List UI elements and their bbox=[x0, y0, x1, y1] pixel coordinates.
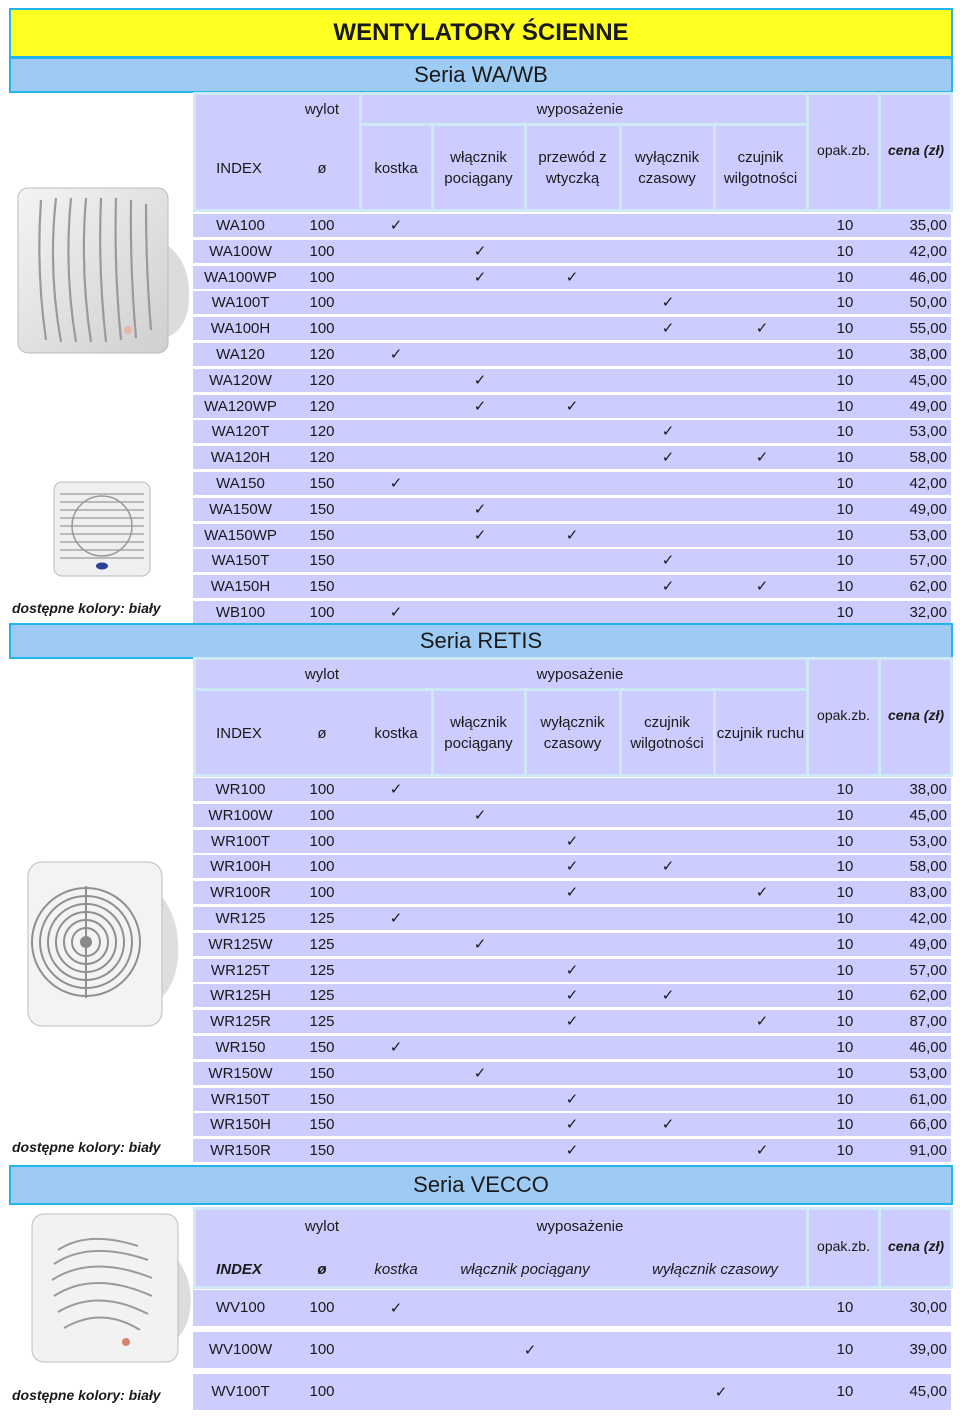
cell-price: 49,00 bbox=[909, 500, 947, 518]
cell-index: WR150W bbox=[208, 1064, 273, 1082]
cell-index: WA100T bbox=[211, 294, 270, 312]
col-wlacznik: włącznik pociągany bbox=[460, 1260, 590, 1278]
table-row bbox=[193, 498, 951, 521]
cell-opak: 10 bbox=[836, 1116, 854, 1134]
cell-diameter: 100 bbox=[309, 242, 335, 260]
check-mark-icon: ✓ bbox=[661, 1115, 675, 1134]
cell-index: WA150T bbox=[211, 552, 270, 570]
cell-price: 30,00 bbox=[909, 1299, 947, 1316]
check-mark-icon: ✓ bbox=[661, 551, 675, 570]
cell-index: WR100 bbox=[215, 781, 266, 798]
cell-opak: 10 bbox=[836, 1341, 854, 1358]
cell-price: 45,00 bbox=[909, 806, 947, 824]
cell-opak: 10 bbox=[836, 294, 854, 312]
col-opak: opak.zb. bbox=[817, 1238, 870, 1255]
table-row bbox=[193, 317, 951, 340]
col-wylot: wylot bbox=[304, 100, 340, 118]
table-row bbox=[193, 881, 951, 904]
col-cena: cena (zł) bbox=[887, 142, 944, 159]
cell-price: 50,00 bbox=[909, 294, 947, 312]
cell-index: WR125T bbox=[210, 961, 271, 979]
cell-price: 58,00 bbox=[909, 858, 947, 876]
cell-diameter: 150 bbox=[309, 1090, 335, 1108]
cell-opak: 10 bbox=[836, 1039, 854, 1056]
cell-price: 57,00 bbox=[909, 552, 947, 570]
check-mark-icon: ✓ bbox=[755, 883, 769, 902]
cell-index: WA120T bbox=[211, 423, 270, 441]
check-mark-icon: ✓ bbox=[473, 1063, 487, 1082]
table-row bbox=[193, 240, 951, 263]
cell-diameter: 100 bbox=[309, 858, 335, 876]
col-wylacznik: wyłącznik czasowy bbox=[540, 714, 605, 752]
check-mark-icon: ✓ bbox=[473, 267, 487, 286]
cell-opak: 10 bbox=[836, 552, 854, 570]
table-row bbox=[193, 830, 951, 853]
cell-opak: 10 bbox=[836, 346, 854, 363]
check-mark-icon: ✓ bbox=[565, 267, 579, 286]
cell-index: WR125R bbox=[210, 1013, 271, 1031]
check-mark-icon: ✓ bbox=[473, 370, 487, 389]
col-wylacznik: wyłącznik czasowy bbox=[652, 1260, 778, 1278]
cell-diameter: 150 bbox=[309, 500, 335, 518]
cell-diameter: 125 bbox=[309, 961, 335, 979]
cell-opak: 10 bbox=[836, 423, 854, 441]
check-mark-icon: ✓ bbox=[755, 1012, 769, 1031]
col-diameter: ø bbox=[317, 159, 327, 177]
col-kostka: kostka bbox=[374, 159, 418, 177]
check-mark-icon: ✓ bbox=[714, 1383, 728, 1401]
cell-diameter: 120 bbox=[309, 449, 335, 467]
cell-opak: 10 bbox=[836, 910, 854, 927]
cell-index: WA150 bbox=[216, 475, 265, 492]
col-opak: opak.zb. bbox=[817, 142, 870, 159]
cell-opak: 10 bbox=[836, 320, 854, 338]
cell-index: WA100 bbox=[216, 217, 265, 234]
table-row bbox=[193, 214, 951, 237]
check-mark-icon: ✓ bbox=[565, 1141, 579, 1160]
cell-price: 62,00 bbox=[909, 987, 947, 1005]
cell-index: WR150T bbox=[210, 1090, 271, 1108]
cell-diameter: 150 bbox=[309, 1064, 335, 1082]
cell-diameter: 150 bbox=[309, 526, 335, 544]
cell-opak: 10 bbox=[836, 500, 854, 518]
cell-index: WR150H bbox=[210, 1116, 271, 1134]
col-diameter: ø bbox=[317, 724, 327, 742]
cell-diameter: 100 bbox=[309, 832, 335, 850]
check-mark-icon: ✓ bbox=[565, 1089, 579, 1108]
check-mark-icon: ✓ bbox=[565, 831, 579, 850]
check-mark-icon: ✓ bbox=[565, 883, 579, 902]
cell-diameter: 150 bbox=[309, 552, 335, 570]
check-mark-icon: ✓ bbox=[389, 909, 403, 927]
table-row bbox=[193, 446, 951, 469]
cell-opak: 10 bbox=[836, 526, 854, 544]
cell-price: 46,00 bbox=[909, 1039, 947, 1056]
check-mark-icon: ✓ bbox=[755, 1141, 769, 1160]
table-row bbox=[193, 369, 951, 392]
check-mark-icon: ✓ bbox=[389, 1038, 403, 1056]
col-diameter: ø bbox=[317, 1260, 327, 1278]
check-mark-icon: ✓ bbox=[565, 1115, 579, 1134]
cell-index: WV100 bbox=[215, 1299, 266, 1316]
cell-index: WA120WP bbox=[204, 397, 277, 415]
cell-diameter: 150 bbox=[309, 475, 335, 492]
cell-price: 53,00 bbox=[909, 423, 947, 441]
cell-opak: 10 bbox=[836, 1383, 854, 1400]
col-wylot: wylot bbox=[304, 665, 340, 683]
table-row bbox=[193, 1332, 951, 1368]
check-mark-icon: ✓ bbox=[389, 345, 403, 363]
cell-index: WA150WP bbox=[204, 526, 277, 544]
series-title-vecco: Seria VECCO bbox=[9, 1165, 953, 1205]
table-row bbox=[193, 804, 951, 827]
cell-diameter: 120 bbox=[309, 397, 335, 415]
table-row bbox=[193, 1290, 951, 1326]
col-wylacznik: wyłącznik czasowy bbox=[634, 149, 700, 187]
cell-price: 91,00 bbox=[909, 1142, 947, 1160]
check-mark-icon: ✓ bbox=[565, 1012, 579, 1031]
col-wlacznik: włącznik pociągany bbox=[444, 149, 513, 187]
check-mark-icon: ✓ bbox=[523, 1341, 537, 1359]
col-kostka: kostka bbox=[374, 1260, 418, 1278]
cell-index: WR100T bbox=[210, 832, 271, 850]
cell-diameter: 100 bbox=[309, 1299, 335, 1316]
check-mark-icon: ✓ bbox=[661, 319, 675, 338]
cell-diameter: 150 bbox=[309, 1039, 335, 1056]
cell-opak: 10 bbox=[836, 884, 854, 902]
check-mark-icon: ✓ bbox=[473, 396, 487, 415]
cell-diameter: 100 bbox=[309, 1341, 335, 1358]
cell-index: WR100W bbox=[208, 806, 273, 824]
table-row bbox=[193, 1374, 951, 1410]
check-mark-icon: ✓ bbox=[755, 319, 769, 338]
check-mark-icon: ✓ bbox=[755, 448, 769, 467]
cell-price: 39,00 bbox=[909, 1341, 947, 1358]
table-row bbox=[193, 1010, 951, 1033]
fan-wa-image bbox=[6, 180, 190, 360]
col-czujnik-wilg: czujnik wilgotności bbox=[630, 714, 704, 752]
check-mark-icon: ✓ bbox=[661, 448, 675, 467]
cell-index: WV100T bbox=[211, 1383, 270, 1400]
cell-price: 32,00 bbox=[909, 604, 947, 621]
table-row bbox=[193, 601, 951, 624]
cell-index: WB100 bbox=[215, 604, 266, 621]
cell-opak: 10 bbox=[836, 449, 854, 467]
check-mark-icon: ✓ bbox=[565, 857, 579, 876]
cell-opak: 10 bbox=[836, 935, 854, 953]
table-row bbox=[193, 575, 951, 598]
check-mark-icon: ✓ bbox=[755, 577, 769, 596]
cell-diameter: 100 bbox=[309, 320, 335, 338]
table-row bbox=[193, 524, 951, 547]
cell-index: WR100R bbox=[210, 884, 271, 902]
cell-diameter: 100 bbox=[309, 217, 335, 234]
cell-index: WA120 bbox=[216, 346, 265, 363]
cell-price: 46,00 bbox=[909, 268, 947, 286]
col-wylot: wylot bbox=[304, 1217, 340, 1235]
cell-opak: 10 bbox=[836, 858, 854, 876]
cell-opak: 10 bbox=[836, 806, 854, 824]
cell-price: 55,00 bbox=[909, 320, 947, 338]
cell-index: WA100WP bbox=[204, 268, 277, 286]
cell-diameter: 120 bbox=[309, 346, 335, 363]
col-cena: cena (zł) bbox=[887, 707, 944, 724]
table-row bbox=[193, 933, 951, 956]
check-mark-icon: ✓ bbox=[565, 960, 579, 979]
cell-diameter: 150 bbox=[309, 578, 335, 596]
check-mark-icon: ✓ bbox=[565, 986, 579, 1005]
col-index: INDEX bbox=[216, 724, 262, 742]
cell-index: WR100H bbox=[210, 858, 271, 876]
table-row bbox=[193, 549, 951, 572]
cell-opak: 10 bbox=[836, 371, 854, 389]
table-row bbox=[193, 1139, 951, 1162]
check-mark-icon: ✓ bbox=[389, 216, 403, 234]
check-mark-icon: ✓ bbox=[661, 857, 675, 876]
cell-price: 49,00 bbox=[909, 397, 947, 415]
table-row bbox=[193, 266, 951, 289]
col-index: INDEX bbox=[216, 159, 262, 177]
cell-index: WV100W bbox=[208, 1341, 273, 1358]
series-title-wa: Seria WA/WB bbox=[9, 57, 953, 93]
col-czujnik-wilg: czujnik wilgotności bbox=[723, 149, 798, 187]
cell-price: 61,00 bbox=[909, 1090, 947, 1108]
col-wyposazenie: wyposażenie bbox=[536, 100, 624, 118]
cell-price: 53,00 bbox=[909, 832, 947, 850]
cell-opak: 10 bbox=[836, 1013, 854, 1031]
cell-price: 42,00 bbox=[909, 910, 947, 927]
cell-opak: 10 bbox=[836, 578, 854, 596]
cell-diameter: 100 bbox=[309, 604, 335, 621]
cell-price: 66,00 bbox=[909, 1116, 947, 1134]
cell-opak: 10 bbox=[836, 1299, 854, 1316]
check-mark-icon: ✓ bbox=[389, 780, 403, 798]
series-title-retis: Seria RETIS bbox=[9, 623, 953, 659]
check-mark-icon: ✓ bbox=[661, 577, 675, 596]
cell-price: 45,00 bbox=[909, 1383, 947, 1400]
check-mark-icon: ✓ bbox=[661, 293, 675, 312]
cell-opak: 10 bbox=[836, 832, 854, 850]
page-title: WENTYLATORY ŚCIENNE bbox=[9, 8, 953, 58]
cell-diameter: 100 bbox=[309, 781, 335, 798]
cell-price: 83,00 bbox=[909, 884, 947, 902]
cell-opak: 10 bbox=[836, 475, 854, 492]
cell-price: 42,00 bbox=[909, 475, 947, 492]
cell-price: 42,00 bbox=[909, 242, 947, 260]
col-wlacznik: włącznik pociągany bbox=[444, 714, 513, 752]
check-mark-icon: ✓ bbox=[389, 474, 403, 492]
col-wyposazenie: wyposażenie bbox=[536, 665, 624, 683]
check-mark-icon: ✓ bbox=[565, 525, 579, 544]
cell-diameter: 125 bbox=[309, 987, 335, 1005]
cell-index: WR150R bbox=[210, 1142, 271, 1160]
cell-price: 53,00 bbox=[909, 526, 947, 544]
table-row bbox=[193, 472, 951, 495]
table-row bbox=[193, 343, 951, 366]
table-row bbox=[193, 855, 951, 878]
cell-opak: 10 bbox=[836, 242, 854, 260]
cell-index: WR125 bbox=[215, 910, 266, 927]
table-row bbox=[193, 291, 951, 314]
cell-diameter: 120 bbox=[309, 423, 335, 441]
table-row bbox=[193, 959, 951, 982]
cell-index: WA150W bbox=[209, 500, 272, 518]
table-row bbox=[193, 1088, 951, 1111]
cell-index: WA100H bbox=[210, 320, 271, 338]
cell-diameter: 150 bbox=[309, 1142, 335, 1160]
cell-diameter: 100 bbox=[309, 884, 335, 902]
cell-opak: 10 bbox=[836, 987, 854, 1005]
col-wyposazenie: wyposażenie bbox=[536, 1217, 624, 1235]
check-mark-icon: ✓ bbox=[473, 499, 487, 518]
cell-price: 57,00 bbox=[909, 961, 947, 979]
cell-opak: 10 bbox=[836, 961, 854, 979]
cell-index: WA120W bbox=[209, 371, 272, 389]
table-row bbox=[193, 778, 951, 801]
available-colors-retis: dostępne kolory: biały bbox=[12, 1139, 161, 1155]
check-mark-icon: ✓ bbox=[389, 1299, 403, 1317]
cell-index: WA120H bbox=[210, 449, 271, 467]
cell-opak: 10 bbox=[836, 781, 854, 798]
cell-price: 38,00 bbox=[909, 346, 947, 363]
cell-diameter: 125 bbox=[309, 935, 335, 953]
cell-index: WA150H bbox=[210, 578, 271, 596]
col-kostka: kostka bbox=[374, 724, 418, 742]
table-row bbox=[193, 1113, 951, 1136]
available-colors-wa: dostępne kolory: biały bbox=[12, 600, 161, 616]
check-mark-icon: ✓ bbox=[473, 525, 487, 544]
check-mark-icon: ✓ bbox=[473, 934, 487, 953]
table-row bbox=[193, 395, 951, 418]
available-colors-vecco: dostępne kolory: biały bbox=[12, 1387, 161, 1403]
cell-opak: 10 bbox=[836, 397, 854, 415]
cell-price: 38,00 bbox=[909, 781, 947, 798]
cell-index: WA100W bbox=[209, 242, 272, 260]
check-mark-icon: ✓ bbox=[473, 805, 487, 824]
fan-wb-image bbox=[52, 480, 152, 580]
cell-price: 49,00 bbox=[909, 935, 947, 953]
check-mark-icon: ✓ bbox=[389, 603, 403, 621]
cell-opak: 10 bbox=[836, 1142, 854, 1160]
cell-price: 35,00 bbox=[909, 217, 947, 234]
cell-price: 62,00 bbox=[909, 578, 947, 596]
cell-opak: 10 bbox=[836, 268, 854, 286]
cell-diameter: 100 bbox=[309, 268, 335, 286]
cell-opak: 10 bbox=[836, 604, 854, 621]
cell-diameter: 125 bbox=[309, 1013, 335, 1031]
cell-diameter: 100 bbox=[309, 1383, 335, 1400]
cell-price: 53,00 bbox=[909, 1064, 947, 1082]
cell-diameter: 120 bbox=[309, 371, 335, 389]
cell-opak: 10 bbox=[836, 1090, 854, 1108]
table-row bbox=[193, 1062, 951, 1085]
table-row bbox=[193, 420, 951, 443]
table-row bbox=[193, 907, 951, 930]
cell-diameter: 125 bbox=[309, 910, 335, 927]
table-row bbox=[193, 1036, 951, 1059]
fan-wv-image bbox=[28, 1210, 196, 1368]
check-mark-icon: ✓ bbox=[661, 986, 675, 1005]
cell-diameter: 150 bbox=[309, 1116, 335, 1134]
col-index: INDEX bbox=[216, 1260, 262, 1278]
check-mark-icon: ✓ bbox=[473, 241, 487, 260]
cell-index: WR125H bbox=[210, 987, 271, 1005]
fan-wr-image bbox=[24, 858, 182, 1030]
cell-diameter: 100 bbox=[309, 294, 335, 312]
table-row bbox=[193, 984, 951, 1007]
col-przewod: przewód z wtyczką bbox=[538, 149, 607, 187]
col-opak: opak.zb. bbox=[817, 707, 870, 724]
cell-price: 45,00 bbox=[909, 371, 947, 389]
cell-diameter: 100 bbox=[309, 806, 335, 824]
cell-index: WR125W bbox=[208, 935, 273, 953]
col-cena: cena (zł) bbox=[887, 1238, 944, 1255]
cell-price: 58,00 bbox=[909, 449, 947, 467]
check-mark-icon: ✓ bbox=[661, 422, 675, 441]
cell-opak: 10 bbox=[836, 1064, 854, 1082]
col-czujnik-ruchu: czujnik ruchu bbox=[716, 724, 805, 742]
cell-price: 87,00 bbox=[909, 1013, 947, 1031]
check-mark-icon: ✓ bbox=[565, 396, 579, 415]
cell-opak: 10 bbox=[836, 217, 854, 234]
cell-index: WR150 bbox=[215, 1039, 266, 1056]
